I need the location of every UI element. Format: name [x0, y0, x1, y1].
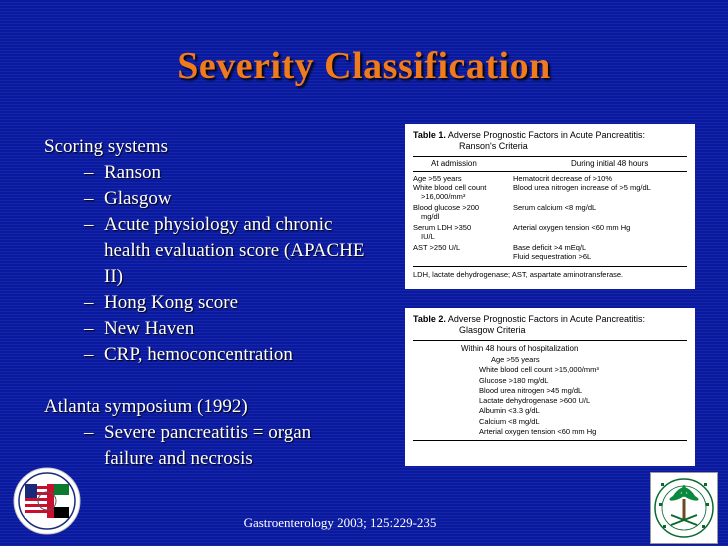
table1-caption-line2: Ranson's Criteria	[459, 141, 528, 151]
sub-bullet-item	[84, 420, 414, 446]
list-item: White blood cell count >15,000/mm³	[479, 365, 599, 375]
palm-tree-icon	[651, 473, 717, 543]
table-cell-admission: AST >250 U/L	[413, 243, 461, 252]
bullet-text: CRP, hemoconcentration	[104, 344, 293, 365]
table2-items	[405, 355, 695, 437]
table2-caption-line2: Glasgow Criteria	[459, 325, 526, 335]
bullet-text: Atlanta symposium (1992)	[44, 396, 248, 417]
list-item: Blood urea nitrogen >45 mg/dL	[479, 385, 583, 395]
table-cell-admission: Blood glucose >200	[413, 203, 480, 212]
bullet-dash: –	[84, 188, 94, 209]
table1-col-admission: At admission	[431, 159, 477, 168]
table1-body	[413, 172, 687, 264]
bullet-dash: –	[84, 318, 94, 339]
sub-bullet-item	[84, 316, 414, 342]
bullet-item	[44, 394, 414, 420]
bullet-text: Glasgow	[104, 188, 172, 209]
table1-label: Table 1.	[413, 130, 446, 140]
table-ranson-criteria	[405, 124, 695, 289]
table-row	[413, 223, 687, 232]
table2-caption-line1: Adverse Prognostic Factors in Acute Pancreatitis:	[447, 314, 645, 324]
bullet-text: Ranson	[104, 162, 161, 183]
flag-emblem-logo	[12, 466, 82, 536]
citation: Gastroenterology 2003; 125:229-235	[243, 515, 437, 530]
list-item: Age >55 years	[491, 355, 540, 364]
sub-bullet-item	[104, 264, 414, 290]
palm-tree-swords-emblem-logo	[650, 472, 718, 544]
table-cell-48h: Serum calcium <8 mg/dL	[513, 203, 597, 212]
list-item: Albumin <3.3 g/dL	[479, 406, 540, 416]
table1-footnote: LDH, lactate dehydrogenase; AST, aspartate aminotransferase.	[413, 270, 624, 279]
table-cell-admission: IU/L	[421, 232, 435, 241]
table-cell-admission: mg/dl	[421, 212, 440, 221]
sub-bullet-item	[104, 238, 414, 264]
table-row	[413, 203, 687, 212]
sub-bullet-item	[84, 342, 414, 368]
bullet-item	[44, 134, 414, 160]
table2-caption	[405, 308, 695, 338]
sub-bullet-item	[84, 160, 414, 186]
table-cell-48h: Base deficit >4 mEq/L	[513, 243, 587, 252]
bullet-text: failure and necrosis	[104, 448, 253, 469]
list-item: Calcium <8 mg/dL	[479, 416, 540, 426]
table-row	[413, 252, 687, 261]
bullet-text: Acute physiology and chronic	[104, 214, 333, 235]
table-cell-admission: Age >55 years	[413, 174, 462, 183]
table1-header	[405, 157, 695, 169]
bullet-dash: –	[84, 214, 94, 235]
table-cell-admission: Serum LDH >350	[413, 223, 472, 232]
bullet-text: health evaluation score (APACHE	[104, 240, 365, 261]
table-cell-48h: Arterial oxygen tension <60 mm Hg	[513, 223, 631, 232]
table-cell-48h: Fluid sequestration >6L	[513, 252, 592, 261]
table-cell-admission: White blood cell count	[413, 183, 487, 192]
table-cell-48h: Blood urea nitrogen increase of >5 mg/dL	[513, 183, 651, 192]
table-cell-48h: Hematocrit decrease of >10%	[513, 174, 613, 183]
sub-bullet-item	[84, 290, 414, 316]
sub-bullet-item	[104, 446, 414, 472]
table-row	[413, 232, 687, 241]
bullet-text: Scoring systems	[44, 136, 169, 157]
bullet-dash: –	[84, 162, 94, 183]
table-row	[413, 183, 687, 192]
table-glasgow-criteria	[405, 308, 695, 466]
bullet-text: Hong Kong score	[104, 292, 239, 313]
bullet-list	[44, 134, 414, 472]
bullet-dash: –	[84, 344, 94, 365]
list-item: Arterial oxygen tension <60 mm Hg	[479, 427, 597, 437]
table-row	[413, 192, 687, 201]
table-row	[413, 243, 687, 252]
bullet-text: Severe pancreatitis = organ	[104, 422, 312, 443]
bullet-spacer	[44, 368, 414, 394]
table2-bottom-rule	[413, 440, 687, 441]
bullet-dash: –	[84, 422, 94, 443]
table-row	[413, 212, 687, 221]
bullet-text: New Haven	[104, 318, 195, 339]
table1-caption	[405, 124, 695, 154]
table-cell-admission: >16,000/mm³	[421, 192, 466, 201]
list-item: Glucose >180 mg/dL	[479, 375, 549, 385]
table-cell-48h	[521, 192, 687, 201]
sub-bullet-item	[84, 186, 414, 212]
table2-label: Table 2.	[413, 314, 446, 324]
table2-subheader: Within 48 hours of hospitalization	[461, 344, 579, 353]
table1-col-48h: During initial 48 hours	[571, 159, 649, 168]
table-cell-admission	[413, 252, 513, 261]
table-cell-48h	[521, 232, 687, 241]
table-row	[413, 174, 687, 183]
list-item: Lactate dehydrogenase >600 U/L	[479, 396, 591, 406]
table-cell-48h	[521, 212, 687, 221]
table1-caption-line1: Adverse Prognostic Factors in Acute Pancreatitis:	[447, 130, 645, 140]
slide-title: Severity Classification	[177, 45, 551, 87]
bullet-text: II)	[104, 266, 123, 287]
bullet-dash: –	[84, 292, 94, 313]
sub-bullet-item	[84, 212, 414, 238]
